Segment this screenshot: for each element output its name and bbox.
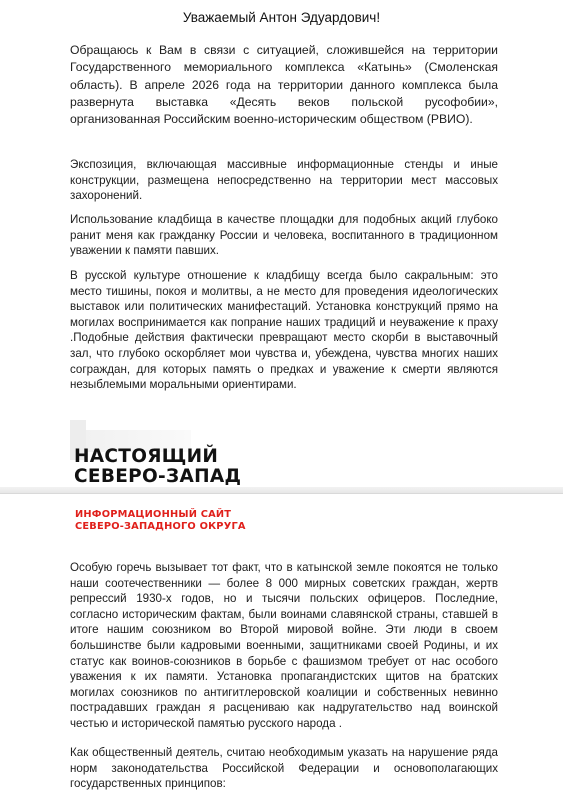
logo-title-line: СЕВЕРО-ЗАПАД: [74, 466, 242, 487]
logo-title: [74, 467, 241, 486]
letter-paragraph: Обращаюсь к Вам в связи с ситуацией, сложившейся на территории Государственного мемориального комплекса «Катынь» (Смоленская область). В апреле 2026 года на территории данного комплекса была развернута выставка «Десять веков польской русофобии», организованная Российским военно-историческим обществом (РВИО).: [70, 43, 498, 127]
letter-page-bottom: [0, 493, 563, 801]
logo-title: [74, 447, 218, 466]
letter-salutation: Уважаемый Антон Эдуардович!: [182, 10, 381, 25]
letter-paragraph: В русской культуре отношение к кладбищу всегда было сакральным: это место тишины, покоя и молитвы, а не место для проведения идеологических выставок или политических манифестаций. Установка конструкций прямо на могилах воспринимается как попрание наших традиций и неуважение к праху .Подобные действия фактически превращают место скорби в выставочный зал, что глубоко оскорбляет мои чувства и, убеждена, чувства многих наших сограждан, для которых память о предках и уважение к смерти являются незыблемыми моральными ориентирами.: [70, 269, 498, 392]
letter-paragraph: Как общественный деятель, считаю необходимым указать на нарушение ряда норм законодательства Российской Федерации и основополагающих государственных принципов:: [70, 746, 498, 791]
logo-title-line: НАСТОЯЩИЙ: [74, 446, 219, 467]
letter-paragraph: Экспозиция, включающая массивные информационные стенды и иные конструкции, размещена непосредственно на территории мест массовых захоронений.: [70, 158, 498, 203]
logo-subtitle: [75, 509, 246, 533]
letter-paragraph: Особую горечь вызывает тот факт, что в катынской земле покоятся не только наши соотечественники — более 8 000 мирных советских граждан, жертв репрессий 1930-х годов, но и тысячи польских офицеров. Последние, согласно историческим фактам, были воинами славянской страны, ставшей в итоге нашим союзником во Второй мировой войне. Эти люди в своем большинстве были кадровыми военными, защитниками своей Родины, и их статус как воинов-союзников в борьбе с фашизмом требует от нас особого уважения к их памяти. Установка пропагандистских щитов на братских могилах союзников по антигитлеровской коалиции и собственных невинно пострадавших граждан я расцениваю как надругательство над воинской честью и исторической памятью русского народа .: [70, 561, 498, 730]
letter-paragraph: Использование кладбища в качестве площадки для подобных акций глубоко ранит меня как гражданку России и человека, воспитанного в традиционном уважении к памяти павших.: [70, 213, 498, 258]
logo-subtitle-line: СЕВЕРО-ЗАПАДНОГО ОКРУГА: [75, 521, 246, 532]
logo-subtitle-line: ИНФОРМАЦИОННЫЙ САЙТ: [75, 509, 232, 520]
